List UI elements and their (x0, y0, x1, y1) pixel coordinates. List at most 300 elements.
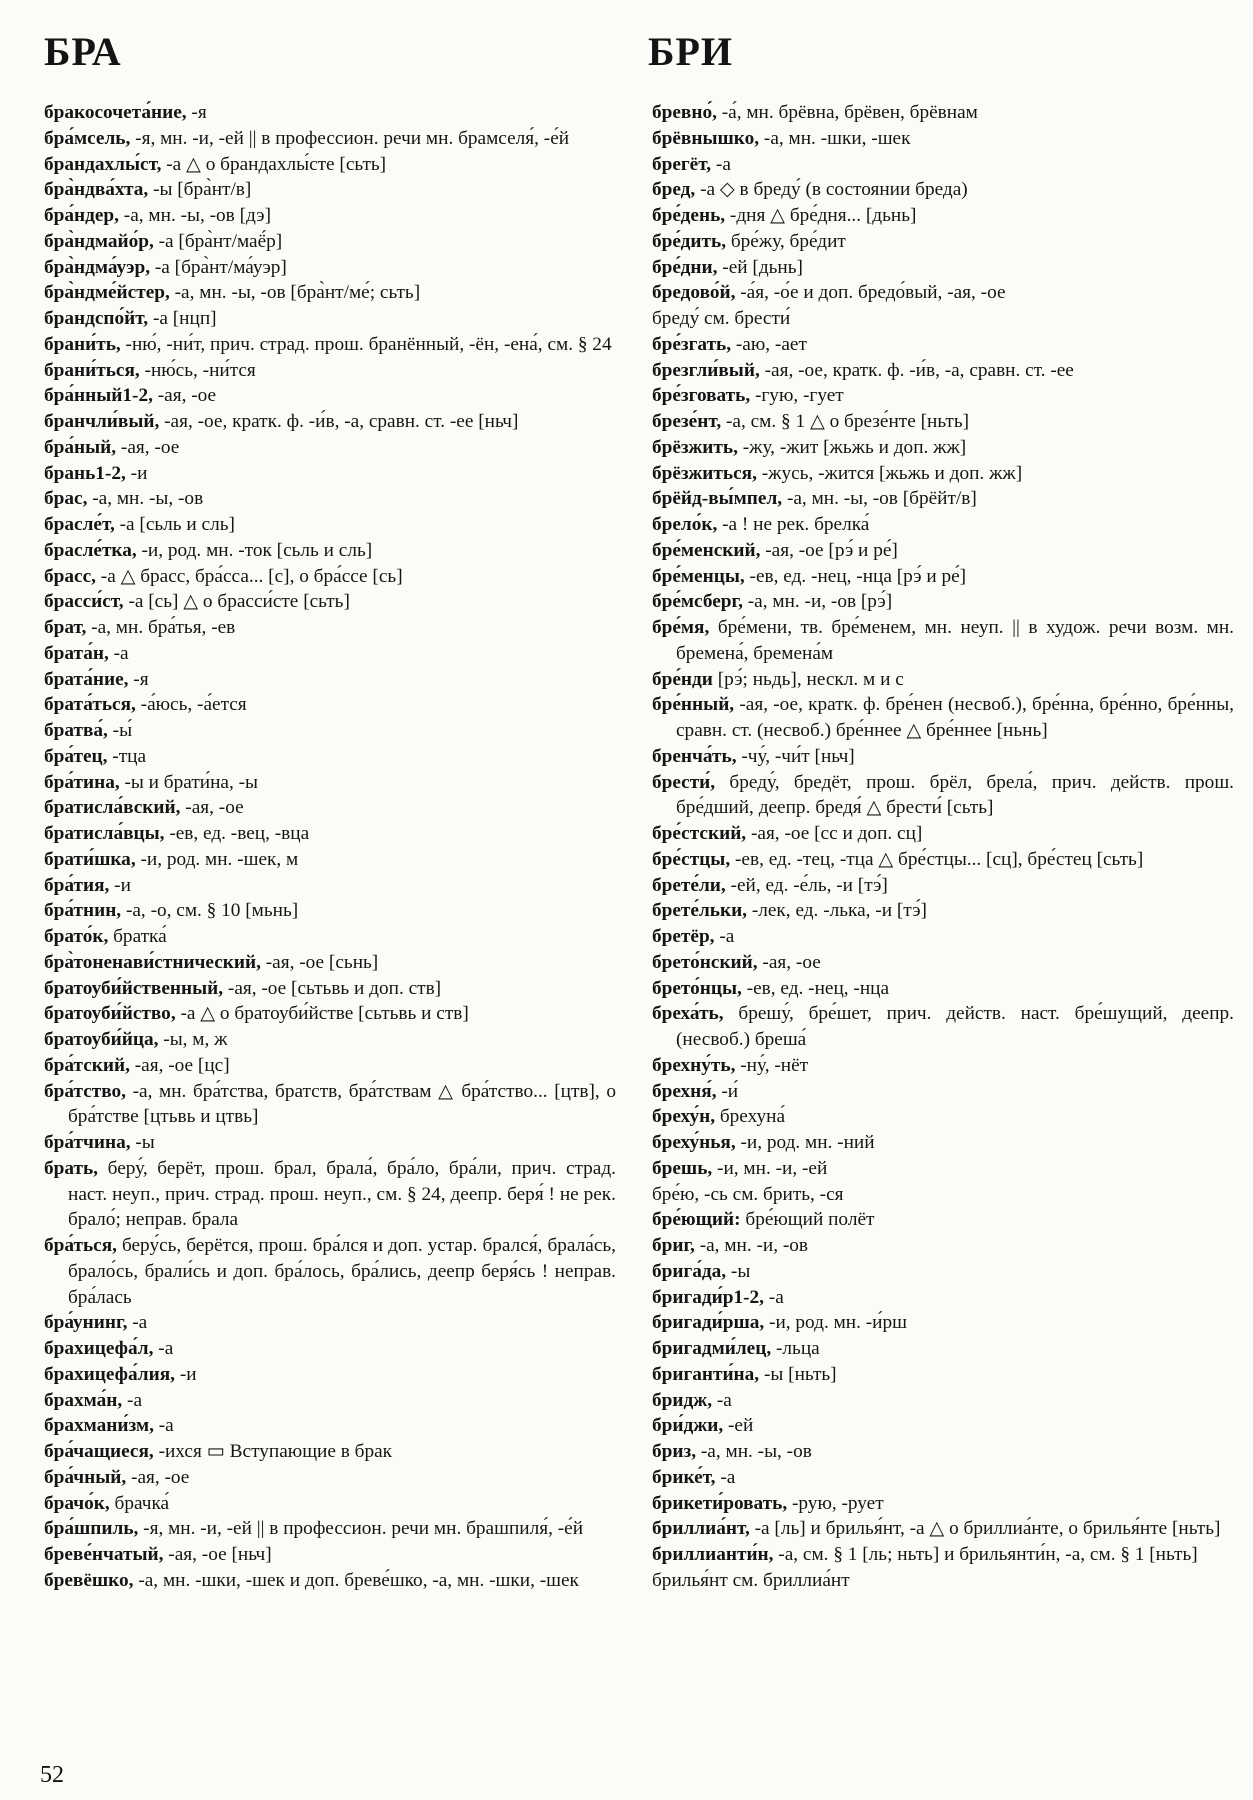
entry-body: -ей [дьнь] (717, 256, 803, 278)
entry-body: -а, мн. бра́тства, братств, бра́тствам △ бра́тство... [цтв], о бра́тстве [цтьвь и цтвь] (68, 1080, 616, 1128)
entry-headword: бриллианти́н, (652, 1544, 774, 1565)
entry-body: бре́ю, -сь см. брить, -ся (652, 1183, 844, 1205)
dictionary-entry (44, 924, 616, 950)
entry-headword: брачо́к, (44, 1492, 110, 1514)
entry-headword: бре́мя, (652, 617, 710, 638)
entry-headword: брахицефа́лия, (44, 1363, 175, 1385)
entry-body: -а, мн. бра́тья, -ев (86, 617, 236, 638)
entry-body: -а [бра̀нт/ма́уэр] (150, 256, 287, 278)
dictionary-entry (652, 255, 1234, 281)
running-head-left: БРА (44, 29, 122, 74)
dictionary-entry (652, 1413, 1234, 1439)
entry-headword: брете́ли, (652, 874, 726, 896)
entry-body: -и, род. мн. -шек, м (135, 848, 299, 870)
entry-headword: брасле́тка, (44, 539, 137, 561)
entry-body: -ев, ед. -нец, -нца [рэ́ и ре́] (744, 565, 967, 587)
entry-body: -жусь, -жится [жьжь и доп. жж] (756, 462, 1023, 484)
entry-headword: бре́мсберг, (652, 591, 743, 613)
entry-headword: бреха́ть, (652, 1003, 724, 1025)
entry-body: -а́я, -о́е и доп. бредо́вый, -ая, -ое (735, 282, 1006, 304)
entry-headword: бре́день, (652, 205, 726, 226)
dictionary-entry (652, 1362, 1234, 1388)
entry-body: -ев, ед. -вец, -вца (164, 823, 310, 844)
entry-headword: бреху́нья, (652, 1132, 736, 1153)
entry-body: -ы [ньть] (759, 1363, 837, 1385)
entry-headword: брести́, (652, 771, 716, 793)
dictionary-entry (652, 1285, 1234, 1311)
entry-headword: брёзжиться, (652, 462, 757, 484)
dictionary-entry (44, 1233, 616, 1310)
entry-body: -и (109, 874, 131, 896)
dictionary-entry (44, 280, 616, 306)
dictionary-entry (44, 229, 616, 255)
entry-headword: бра̀тоненави́стнический, (44, 951, 261, 973)
entry-body: -а, мн. -ы, -ов [бра̀нт/ме́; сьть] (169, 282, 421, 304)
entry-body: -ая, -ое, кратк. ф. бре́нен (несвоб.), бре́нна, бре́нно, бре́нны, сравн. ст. (несвоб.) бре́ннее △ бре́ннее [ньнь] (676, 694, 1234, 741)
dictionary-entry (44, 332, 616, 358)
entry-body: -ая, -ое, кратк. ф. -и́в, -а, сравн. ст. -ее (759, 359, 1074, 381)
entry-body: -ню́, -ни́т, прич. страд. прош. бранённый, -ён, -ена́, см. § 24 (120, 333, 612, 355)
dictionary-entry (652, 152, 1234, 178)
entry-body: -а (715, 1466, 736, 1488)
entry-headword: бре́згать, (652, 333, 732, 355)
entry-headword: брахмани́зм, (44, 1415, 154, 1437)
entry-body: -тца (107, 745, 147, 767)
dictionary-entry (652, 1465, 1234, 1491)
dictionary-entry (44, 486, 616, 512)
entry-headword: брике́т, (652, 1466, 716, 1488)
dictionary-entry (44, 512, 616, 538)
entry-body: -и (125, 462, 148, 484)
entry-body: -а́юсь, -а́ется (135, 694, 247, 716)
entry-headword: бра̀ндма́уэр, (44, 256, 151, 278)
dictionary-entry (44, 1491, 616, 1517)
entry-headword: бра́унинг, (44, 1312, 128, 1334)
dictionary-entry (44, 1465, 616, 1491)
entry-headword: бра̀ндме́йстер, (44, 282, 170, 304)
dictionary-entry (44, 1053, 616, 1079)
dictionary-entry (44, 1516, 616, 1542)
entry-headword: бре́менцы, (652, 565, 745, 587)
entry-body: -а, мн. -ы, -ов (87, 488, 204, 510)
dictionary-entry (652, 203, 1234, 229)
dictionary-entry (652, 1130, 1234, 1156)
entry-body: бре́мени, тв. бре́менем, мн. неуп. || в худож. речи возм. мн. бремена́, бремена́м (676, 617, 1234, 664)
entry-body: -и, род. мн. -ний (735, 1132, 875, 1153)
entry-headword: брандспо́йт, (44, 308, 149, 329)
entry-headword: бре́менский, (652, 539, 761, 561)
dictionary-entry (44, 898, 616, 924)
entry-headword: бра̀ндва́хта, (44, 179, 149, 201)
entry-body: -ая, -ое [цс] (129, 1054, 230, 1076)
entry-body: -ая, -ое [сьнь] (260, 951, 379, 973)
dictionary-entry (652, 692, 1234, 744)
dictionary-entry (652, 1439, 1234, 1465)
entry-body: -гую, -гует (750, 385, 844, 407)
dictionary-entry (44, 409, 616, 435)
entry-body: -ая, -ое [рэ́ и ре́] (760, 539, 898, 561)
entry-headword: бранчли́вый, (44, 411, 160, 432)
entry-body: -и, мн. -и, -ей (712, 1157, 828, 1179)
entry-headword: братоуби́йство, (44, 1003, 176, 1025)
entry-headword: бри́джи, (652, 1415, 724, 1437)
entry-body: -аю, -ает (731, 333, 807, 355)
dictionary-entry (652, 1336, 1234, 1362)
entry-body: брилья́нт см. бриллиа́нт (652, 1569, 850, 1591)
dictionary-entry (652, 1259, 1234, 1285)
entry-headword: бре́дить, (652, 230, 727, 252)
dictionary-entry (652, 126, 1234, 152)
page-number: 52 (40, 1762, 64, 1788)
entry-headword: братисла́вский, (44, 797, 181, 819)
dictionary-entry (652, 950, 1234, 976)
entry-body: -а, мн. -и, -ов [рэ́] (742, 591, 893, 613)
entry-body: -ы [бра̀нт/в] (148, 179, 252, 201)
dictionary-entry (652, 1079, 1234, 1105)
entry-body: -ая, -ое (126, 1466, 190, 1488)
entry-body: -ы (130, 1132, 155, 1153)
dictionary-entry (652, 847, 1234, 873)
dictionary-entry (652, 1207, 1234, 1233)
entry-body: -лек, ед. -лька, -и [тэ́] (747, 900, 927, 922)
entry-body: -а [сьль и сль] (114, 514, 235, 535)
entry-body: бре́ющий полёт (740, 1209, 875, 1231)
entry-headword: брата́н, (44, 642, 109, 664)
dictionary-entry (652, 358, 1234, 384)
dictionary-entry (44, 795, 616, 821)
entry-body: -дня △ бре́дня... [дьнь] (725, 205, 917, 226)
dictionary-entry (44, 1156, 616, 1233)
dictionary-entry (44, 306, 616, 332)
dictionary-entry (652, 564, 1234, 590)
entry-headword: брехну́ть, (652, 1054, 736, 1076)
entry-headword: бра́шпиль, (44, 1518, 139, 1540)
dictionary-entry (44, 435, 616, 461)
right-column (652, 100, 1234, 1594)
entry-headword: брата́ние, (44, 668, 129, 690)
dictionary-entry (44, 589, 616, 615)
entry-body: -а, см. § 1 [ль; ньть] и брильянти́н, -а, см. § 1 [ньть] (773, 1544, 1198, 1565)
entry-body: -а́, мн. брёвна, брёвен, брёвнам (716, 102, 978, 123)
dictionary-entry (44, 692, 616, 718)
entry-headword: бревёшко, (44, 1569, 134, 1591)
entry-body: братка́ (108, 926, 167, 947)
entry-body: -льца (771, 1338, 820, 1359)
entry-headword: брезе́нт, (652, 411, 722, 432)
entry-body: -ая, -ое [сс и доп. сц] (746, 823, 923, 844)
entry-headword: брата́ться, (44, 694, 136, 716)
entry-body: -рую, -рует (787, 1492, 884, 1514)
dictionary-entry (652, 383, 1234, 409)
entry-body: -а (122, 1389, 143, 1411)
entry-body: -ихся ▭ Вступающие в брак (153, 1441, 393, 1462)
entry-headword: бридж, (652, 1389, 713, 1411)
dictionary-entry (652, 100, 1234, 126)
entry-body: -а (711, 153, 731, 175)
entry-headword: брахма́н, (44, 1389, 123, 1411)
dictionary-entry (44, 873, 616, 899)
entry-headword: брето́нцы, (652, 977, 742, 999)
entry-body: -а, мн. -ы, -ов (696, 1441, 812, 1462)
entry-body: -я, мн. -и, -ей || в профессион. речи мн. брашпиля́, -е́й (138, 1518, 584, 1540)
entry-headword: брасле́т, (44, 514, 115, 535)
entry-headword: брело́к, (652, 514, 718, 535)
entry-headword: бракосочета́ние, (44, 102, 187, 123)
entry-body: -ы́ (107, 720, 133, 741)
entry-headword: бре́ющий: (652, 1209, 741, 1231)
dictionary-entry (44, 718, 616, 744)
entry-headword: брето́нский, (652, 951, 758, 973)
entry-headword: брете́льки, (652, 900, 748, 922)
entry-headword: брегёт, (652, 153, 712, 175)
entry-body: -а (153, 1415, 174, 1437)
dictionary-entry (44, 821, 616, 847)
entry-body: -а ◇ в бреду́ (в состоянии бреда) (695, 179, 968, 201)
entry-headword: брань1-2, (44, 462, 126, 484)
entry-headword: бретёр, (652, 926, 715, 947)
entry-headword: бриганти́на, (652, 1363, 760, 1385)
entry-headword: бра̀ндмайо́р, (44, 230, 154, 252)
entry-headword: брани́ть, (44, 333, 121, 355)
entry-headword: бред, (652, 179, 696, 201)
entry-headword: брать, (44, 1157, 98, 1179)
entry-body: -а (712, 1389, 732, 1411)
entry-headword: бра́мсель, (44, 127, 131, 149)
dictionary-entry (44, 1413, 616, 1439)
dictionary-entry (652, 1001, 1234, 1053)
dictionary-entry (652, 615, 1234, 667)
entry-headword: бра́тский, (44, 1054, 130, 1076)
entry-body: -я (186, 102, 207, 123)
entry-body: -я (128, 668, 149, 690)
dictionary-entry (44, 126, 616, 152)
entry-headword: бре́зговать, (652, 385, 751, 407)
entry-body: -ей (723, 1415, 754, 1437)
dictionary-entry (652, 306, 1234, 332)
dictionary-entry (44, 383, 616, 409)
dictionary-entry (44, 203, 616, 229)
entry-body: брешу́, бре́шет, прич. действ. наст. бре́шущий, деепр. (несвоб.) бреша́ (676, 1003, 1234, 1050)
dictionary-entry (652, 1156, 1234, 1182)
entry-body: -а △ о брандахлы́сте [сьть] (161, 153, 387, 175)
entry-headword: бригади́р1-2, (652, 1286, 764, 1308)
entry-headword: брато́к, (44, 926, 109, 947)
entry-headword: брига́да, (652, 1260, 727, 1282)
dictionary-entry (652, 1053, 1234, 1079)
entry-body: -а (763, 1286, 784, 1308)
dictionary-entry (652, 744, 1234, 770)
entry-headword: брасс, (44, 565, 96, 587)
entry-headword: бра́тина, (44, 771, 120, 793)
entry-body: -и, род. мн. -и́рш (764, 1312, 907, 1334)
entry-headword: бре́нный, (652, 694, 735, 716)
entry-headword: бре́дни, (652, 256, 718, 278)
entry-body: -а, мн. -ы, -ов [дэ] (118, 205, 271, 226)
left-column (44, 100, 616, 1594)
entry-body: -а, см. § 1 △ о брезе́нте [ньть] (721, 411, 970, 432)
entry-headword: братоуби́йственный, (44, 977, 224, 999)
entry-body: брачка́ (109, 1492, 170, 1514)
entry-body: -и (175, 1363, 197, 1385)
dictionary-entry (652, 538, 1234, 564)
entry-headword: бра́тчина, (44, 1132, 131, 1153)
entry-headword: бриллиа́нт, (652, 1518, 750, 1540)
entry-body: -ая, -ое [сьтьвь и доп. ств] (223, 977, 442, 999)
entry-body: -ы, м, ж (158, 1029, 228, 1050)
dictionary-entry (652, 770, 1234, 822)
entry-headword: бра́ный, (44, 436, 117, 458)
entry-headword: бра́чащиеся, (44, 1441, 154, 1462)
entry-headword: бра́нный1-2, (44, 385, 153, 407)
dictionary-entry (44, 615, 616, 641)
dictionary-entry (652, 461, 1234, 487)
dictionary-entry (652, 924, 1234, 950)
dictionary-entry (44, 950, 616, 976)
entry-body: -а [сь] △ о брасси́сте [сьть] (123, 591, 350, 613)
entry-body: беру́сь, берётся, прош. бра́лся и доп. устар. брался́, брала́сь, брало́сь, брали́сь и доп. бра́лось, бра́лись, деепр беря́сь ! неправ. бра́лась (68, 1235, 616, 1308)
entry-headword: брикети́ровать, (652, 1492, 788, 1514)
entry-body: -ей, ед. -е́ль, -и [тэ́] (725, 874, 888, 896)
dictionary-entry (652, 435, 1234, 461)
entry-headword: бреве́нчатый, (44, 1544, 164, 1565)
dictionary-entry (44, 255, 616, 281)
dictionary-entry (44, 1310, 616, 1336)
entry-body: беру́, берёт, прош. брал, брала́, бра́ло, бра́ли, прич. страд. наст. неуп., прич. страд. прош. неуп., см. § 24, деепр. беря́ ! не рек. брало́; неправ. брала (68, 1157, 616, 1231)
dictionary-entry (44, 1027, 616, 1053)
entry-body: -ев, ед. -тец, -тца △ бре́стцы... [сц], бре́стец [сьть] (730, 848, 1144, 870)
entry-body: -а (127, 1312, 148, 1334)
entry-headword: брёвнышко, (652, 127, 760, 149)
entry-headword: брехня́, (652, 1080, 717, 1102)
entry-headword: братва́, (44, 720, 108, 741)
dictionary-entry (652, 1388, 1234, 1414)
entry-headword: брезгли́вый, (652, 359, 760, 381)
entry-body: брехуна́ (715, 1106, 786, 1128)
entry-headword: брешь, (652, 1157, 713, 1179)
dictionary-entry (652, 1568, 1234, 1594)
dictionary-entry (44, 152, 616, 178)
entry-headword: брандахлы́ст, (44, 153, 162, 175)
entry-body: -ню́сь, -ни́тся (139, 359, 256, 381)
dictionary-entry (44, 744, 616, 770)
dictionary-entry (652, 1233, 1234, 1259)
entry-body: -ев, ед. -нец, -нца (741, 977, 890, 999)
dictionary-entry (652, 486, 1234, 512)
entry-headword: бра́чный, (44, 1466, 127, 1488)
entry-headword: бригадми́лец, (652, 1338, 772, 1359)
entry-body: -а [нцп] (148, 308, 217, 329)
dictionary-entry (652, 873, 1234, 899)
entry-headword: брани́ться, (44, 359, 140, 381)
dictionary-entry (44, 1130, 616, 1156)
entry-body: -чу́, -чи́т [ньч] (736, 745, 855, 767)
entry-headword: брёзжить, (652, 436, 738, 458)
dictionary-entry (652, 1516, 1234, 1542)
dictionary-entry (652, 177, 1234, 203)
dictionary-entry (652, 229, 1234, 255)
entry-body: -а (714, 926, 735, 947)
dictionary-entry (652, 280, 1234, 306)
entry-body: -а [бра̀нт/маё́р] (153, 230, 283, 252)
dictionary-entry (44, 847, 616, 873)
entry-headword: бра́тия, (44, 874, 110, 896)
dictionary-entry (44, 100, 616, 126)
entry-headword: бриг, (652, 1235, 695, 1256)
entry-body: -а △ о братоуби́йстве [сьтьвь и ств] (175, 1003, 469, 1025)
entry-body: -а, мн. -и, -ов (694, 1235, 809, 1256)
entry-body: -ая, -ое [ньч] (163, 1544, 272, 1565)
entry-headword: бреху́н, (652, 1106, 716, 1128)
entry-body: -и, род. мн. -ток [сьль и сль] (136, 539, 373, 561)
entry-headword: бре́стцы, (652, 848, 731, 870)
entry-body: -я, мн. -и, -ей || в профессион. речи мн. брамселя́, -е́й (130, 127, 570, 149)
dictionary-entry (652, 1182, 1234, 1208)
entry-body: -ая, -ое (152, 385, 217, 407)
entry-body: -ы и брати́на, -ы (119, 771, 258, 793)
dictionary-entry (44, 1542, 616, 1568)
dictionary-entry (44, 976, 616, 1002)
entry-headword: бренча́ть, (652, 745, 737, 767)
entry-headword: брати́шка, (44, 848, 136, 870)
dictionary-entry (652, 1491, 1234, 1517)
entry-body: -ая, -ое (757, 951, 821, 973)
entry-headword: бриз, (652, 1441, 697, 1462)
entry-headword: бре́стский, (652, 823, 747, 844)
entry-body: -ая, -ое (116, 436, 180, 458)
entry-body: -ну́, -нёт (735, 1054, 809, 1076)
dictionary-entry (652, 589, 1234, 615)
entry-headword: братисла́вцы, (44, 823, 165, 844)
entry-headword: бра́тнин, (44, 900, 122, 922)
dictionary-entry (652, 1310, 1234, 1336)
entry-body: -а ! не рек. брелка́ (717, 514, 870, 535)
entry-headword: бревно́, (652, 102, 717, 123)
entry-body: -а (153, 1338, 174, 1359)
entry-headword: бра́ться, (44, 1235, 117, 1256)
entry-body: -жу, -жит [жьжь и доп. жж] (737, 436, 967, 458)
entry-body: -а, мн. -шки, -шек (759, 127, 911, 149)
dictionary-entry (44, 1001, 616, 1027)
dictionary-entry (652, 332, 1234, 358)
entry-body: бреду́ см. брести́ (652, 308, 791, 329)
dictionary-entry (44, 1388, 616, 1414)
dictionary-entry (652, 667, 1234, 693)
dictionary-entry (44, 358, 616, 384)
entry-headword: брёйд-вы́мпел, (652, 488, 783, 510)
entry-headword: бра́тство, (44, 1080, 126, 1102)
dictionary-entry (44, 564, 616, 590)
entry-headword: бра́ндер, (44, 205, 119, 226)
entry-body: -ы (726, 1260, 751, 1282)
dictionary-entry (44, 461, 616, 487)
entry-headword: бре́нди (652, 668, 713, 690)
dictionary-entry (44, 1568, 616, 1594)
entry-headword: бригади́рша, (652, 1312, 765, 1334)
entry-body: -а (108, 642, 129, 664)
entry-headword: брахицефа́л, (44, 1338, 154, 1359)
dictionary-entry (652, 512, 1234, 538)
entry-body: -ая, -ое (180, 797, 244, 819)
dictionary-entry (44, 641, 616, 667)
entry-headword: братоуби́йца, (44, 1029, 159, 1050)
entry-headword: брас, (44, 488, 88, 510)
entry-body: -а, -о, см. § 10 [мьнь] (121, 900, 299, 922)
dictionary-entry (652, 821, 1234, 847)
dictionary-entry (652, 976, 1234, 1002)
dictionary-entry (652, 1104, 1234, 1130)
dictionary-entry (44, 177, 616, 203)
dictionary-entry (44, 1362, 616, 1388)
